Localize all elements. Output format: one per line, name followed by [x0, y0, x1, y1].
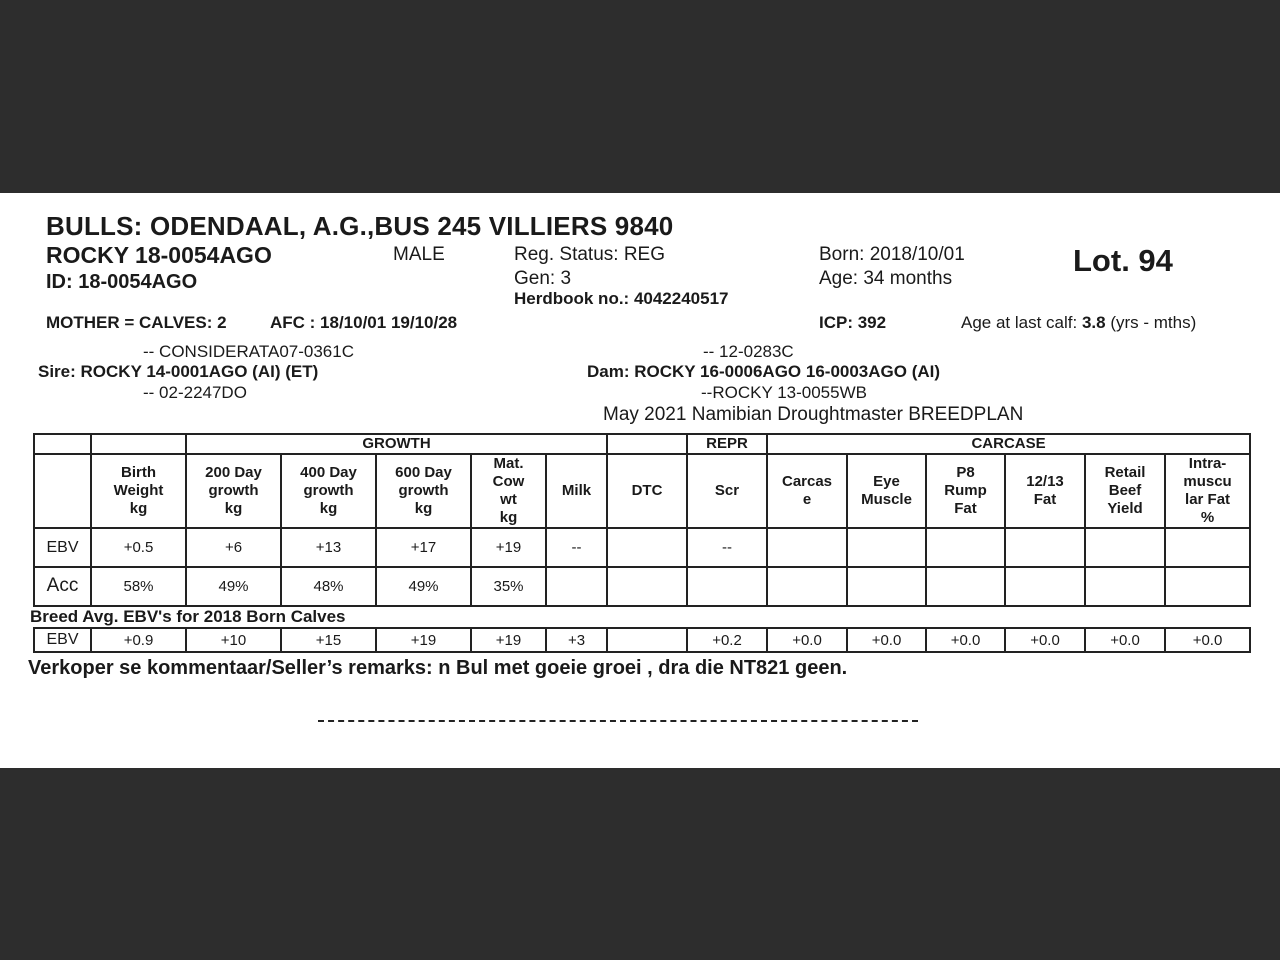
- table-cell: +0.0: [767, 628, 847, 652]
- table-cell: 58%: [91, 567, 186, 606]
- column-header-line: Milk: [561, 482, 592, 499]
- group-blank: [607, 434, 687, 454]
- table-cell: +0.0: [1005, 628, 1085, 652]
- table-cell: --: [546, 528, 607, 567]
- column-header: [546, 454, 607, 528]
- animal-name: ROCKY 18-0054AGO: [46, 242, 272, 268]
- row-label: Acc: [34, 567, 91, 606]
- lot-number: Lot. 94: [1073, 243, 1173, 278]
- table-cell: +19: [471, 628, 546, 652]
- dam-sire: -- 12-0283C: [703, 342, 794, 361]
- table-cell: +10: [186, 628, 281, 652]
- column-header-line: 12/13: [1026, 473, 1064, 490]
- column-header-line: Retail: [1104, 464, 1146, 481]
- column-header-line: kg: [414, 500, 433, 517]
- dam: Dam: ROCKY 16-0006AGO 16-0003AGO (AI): [587, 362, 941, 381]
- table-cell: +3: [546, 628, 607, 652]
- breedplan-title: May 2021 Namibian Droughtmaster BREEDPLAN: [603, 404, 1024, 425]
- dam-dam: --ROCKY 13-0055WB: [701, 383, 867, 402]
- age-last-calf-label: Age at last calf:: [961, 313, 1082, 332]
- column-header-line: Muscle: [861, 491, 912, 508]
- table-cell: [607, 628, 687, 652]
- table-cell: [926, 567, 1005, 606]
- column-header: [91, 454, 186, 528]
- table-cell: [607, 528, 687, 567]
- column-header-line: Yield: [1107, 500, 1143, 517]
- sire-sire: -- CONSIDERATA07-0361C: [143, 342, 354, 361]
- table-cell: [926, 528, 1005, 567]
- divider-line: [318, 720, 918, 722]
- column-header-line: growth: [303, 482, 354, 499]
- column-header: [1165, 454, 1250, 528]
- table-cell: 49%: [376, 567, 471, 606]
- table-row-acc: [34, 567, 1250, 606]
- column-header-line: DTC: [631, 482, 663, 499]
- column-header-line: Cow: [492, 473, 525, 490]
- table-cell: 49%: [186, 567, 281, 606]
- table-cell: 48%: [281, 567, 376, 606]
- column-header: [281, 454, 376, 528]
- column-header-line: 600 Day: [395, 464, 452, 481]
- age-last-calf-value: 3.8: [1081, 313, 1106, 332]
- age-last-calf-unit: (yrs - mths): [1105, 313, 1197, 332]
- table-cell: +0.0: [1165, 628, 1250, 652]
- table-cell: [1165, 528, 1250, 567]
- column-header-line: lar Fat: [1185, 491, 1231, 508]
- column-header: [1085, 454, 1165, 528]
- column-header-line: Scr: [714, 482, 740, 499]
- table-cell: [847, 567, 926, 606]
- column-header: [847, 454, 926, 528]
- table-cell: +17: [376, 528, 471, 567]
- column-header-row: [34, 454, 1250, 528]
- sale-catalogue-card: [0, 193, 1280, 768]
- table-cell: +0.0: [847, 628, 926, 652]
- table-row-ebv: [34, 528, 1250, 567]
- column-header-line: Intra-: [1188, 455, 1227, 472]
- group-carcase: CARCASE: [767, 434, 1250, 454]
- column-header-line: kg: [129, 500, 148, 517]
- breed-avg-title: Breed Avg. EBV's for 2018 Born Calves: [30, 607, 346, 626]
- table-cell: +6: [186, 528, 281, 567]
- reg-status: Reg. Status: REG: [514, 244, 666, 265]
- column-header-line: kg: [224, 500, 243, 517]
- mother-calves: MOTHER = CALVES: 2: [46, 313, 227, 332]
- column-header-line: growth: [208, 482, 259, 499]
- seller-remarks: Verkoper se kommentaar/Seller’s remarks: n Bul met goeie groei , dra die NT821 geen.: [28, 657, 848, 679]
- table-cell: +13: [281, 528, 376, 567]
- column-header-line: 400 Day: [300, 464, 357, 481]
- column-header: [376, 454, 471, 528]
- column-header-line: Birth: [121, 464, 156, 481]
- table-cell: 35%: [471, 567, 546, 606]
- table-cell: [546, 567, 607, 606]
- group-blank: [34, 434, 91, 454]
- column-header: [767, 454, 847, 528]
- herdbook-number: Herdbook no.: 4042240517: [514, 289, 729, 308]
- table-cell: +0.2: [687, 628, 767, 652]
- table-cell: +0.5: [91, 528, 186, 567]
- generation: Gen: 3: [514, 268, 572, 289]
- column-header-line: growth: [398, 482, 449, 499]
- row-label: EBV: [34, 628, 91, 652]
- table-row-breed-avg: [34, 628, 1250, 652]
- column-header-line: 200 Day: [205, 464, 262, 481]
- column-header: [471, 454, 546, 528]
- breeder-title: BULLS: ODENDAAL, A.G.,BUS 245 VILLIERS 9840: [46, 211, 674, 241]
- afc-dates: AFC : 18/10/01 19/10/28: [270, 313, 458, 332]
- table-cell: [1085, 567, 1165, 606]
- column-header-line: Beef: [1108, 482, 1142, 499]
- column-header-line: kg: [499, 509, 518, 526]
- column-header-line: Mat.: [493, 455, 524, 472]
- table-cell: [607, 567, 687, 606]
- sire: Sire: ROCKY 14-0001AGO (AI) (ET): [38, 362, 319, 381]
- header-blank: [34, 454, 91, 528]
- table-cell: +0.0: [1085, 628, 1165, 652]
- table-cell: +0.9: [91, 628, 186, 652]
- animal-id: ID: 18-0054AGO: [46, 271, 198, 293]
- table-cell: [767, 567, 847, 606]
- row-label: EBV: [34, 528, 91, 567]
- column-header-line: Fat: [1033, 491, 1057, 508]
- icp-value: ICP: 392: [819, 313, 887, 332]
- column-header-line: e: [802, 491, 812, 508]
- column-header: [687, 454, 767, 528]
- table-cell: [1085, 528, 1165, 567]
- table-cell: +19: [376, 628, 471, 652]
- group-header-row: [34, 434, 1250, 454]
- column-header-line: kg: [319, 500, 338, 517]
- sire-dam: -- 02-2247DO: [143, 383, 247, 402]
- table-cell: +15: [281, 628, 376, 652]
- column-header-line: wt: [500, 491, 517, 508]
- column-header-line: Eye: [873, 473, 900, 490]
- column-header: [607, 454, 687, 528]
- table-cell: +19: [471, 528, 546, 567]
- table-cell: [687, 567, 767, 606]
- table-cell: [1005, 567, 1085, 606]
- column-header: [926, 454, 1005, 528]
- column-header-line: P8: [956, 464, 975, 481]
- table-cell: [1005, 528, 1085, 567]
- table-cell: +0.0: [926, 628, 1005, 652]
- table-cell: --: [687, 528, 767, 567]
- group-repr: REPR: [687, 434, 767, 454]
- column-header-line: Weight: [113, 482, 164, 499]
- breed-avg-table: [33, 627, 1251, 653]
- born-date: Born: 2018/10/01: [819, 244, 965, 265]
- column-header-line: Carcas: [781, 473, 833, 490]
- column-header-line: Fat: [954, 500, 977, 517]
- ebv-table: [33, 433, 1251, 607]
- table-cell: [1165, 567, 1250, 606]
- column-header-line: %: [1200, 509, 1215, 526]
- animal-sex: MALE: [393, 244, 445, 265]
- age: Age: 34 months: [819, 268, 953, 289]
- age-last-calf: [961, 314, 1196, 331]
- column-header-line: muscu: [1183, 473, 1232, 490]
- group-growth: GROWTH: [186, 434, 607, 454]
- table-cell: [847, 528, 926, 567]
- column-header: [186, 454, 281, 528]
- column-header: [1005, 454, 1085, 528]
- group-blank: [91, 434, 186, 454]
- table-cell: [767, 528, 847, 567]
- column-header-line: Rump: [944, 482, 987, 499]
